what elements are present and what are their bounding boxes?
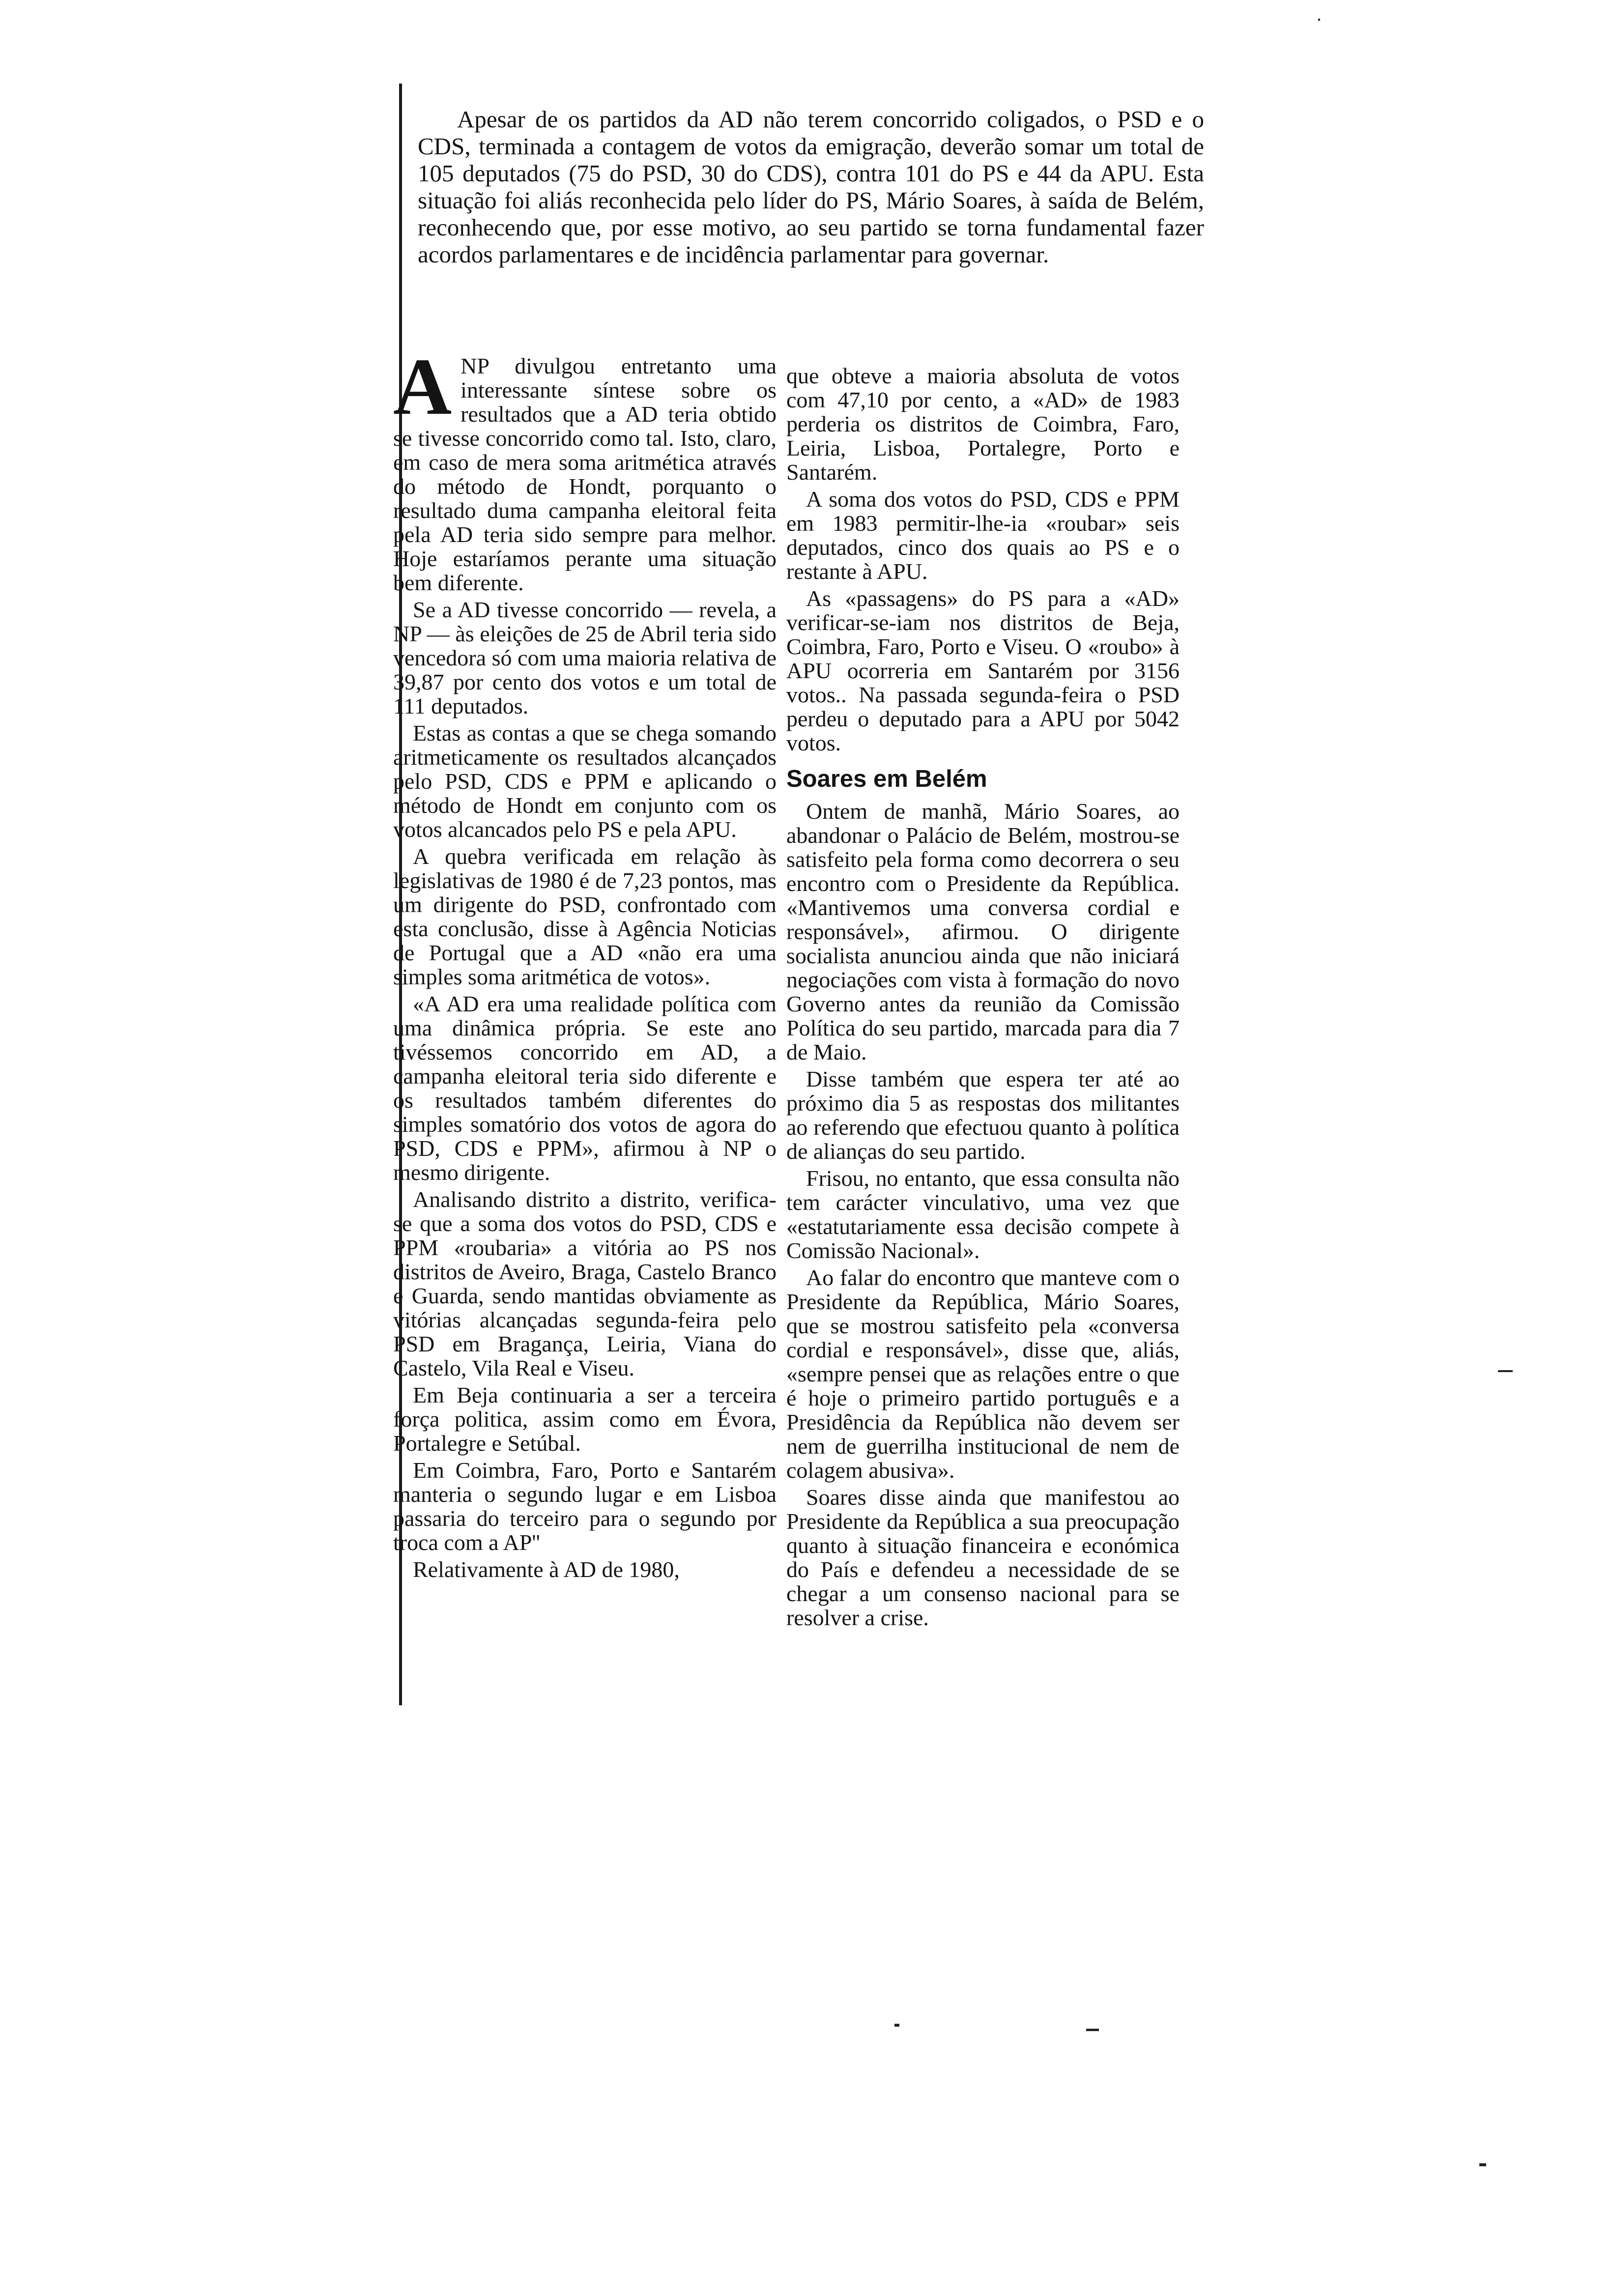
scan-speck [894, 2024, 899, 2027]
left-paragraph: Estas as contas a que se chega somando aritmeticamente os resultados alcançados pelo PSD, CDS e PPM e aplicando o método de Hondt em conjunto com os votos alcancados pelo PS e pela APU. [393, 720, 777, 842]
right-paragraph: Disse também que espera ter até ao próximo dia 5 as respostas dos militantes ao referendo que efectuou quanto à política de alianças do seu partido. [786, 1066, 1180, 1164]
lead-paragraph [418, 106, 1204, 268]
scan-speck [1086, 2029, 1099, 2031]
section-subhead: Soares em Belém [786, 766, 987, 792]
right-paragraph: que obteve a maioria absoluta de votos com 47,10 por cento, a «AD» de 1983 perderia os distritos de Coimbra, Faro, Leiria, Lisboa, Portalegre, Porto e Santarém. [786, 363, 1180, 485]
left-paragraph: A quebra verificada em relação às legislativas de 1980 é de 7,23 pontos, mas um dirigente do PSD, confrontado com esta conclusão, disse à Agência Noticias de Portugal que a AD «não era uma simples soma aritmética de votos». [393, 844, 777, 989]
right-column [786, 364, 1180, 1633]
left-paragraph: Relativamente à AD de 1980, [413, 1557, 680, 1582]
lead-text: Apesar de os partidos da AD não terem concorrido coligados, o PSD e o CDS, terminada a contagem de votos da emigração, deverão somar um total de 105 deputados (75 do PSD, 30 do CDS), contra 101 do PS e 44 da APU. Esta situação foi aliás reconhecida pelo líder do PS, Mário Soares, à saída de Belém, reconhecendo que, por esse motivo, ao seu partido se torna fundamental fazer acordos parlamentares e de incidência parlamentar para governar. [418, 106, 1204, 268]
left-paragraph: Em Coimbra, Faro, Porto e Santarém manteria o segundo lugar e em Lisboa passaria do terceiro para o segundo por troca com a AP'' [393, 1458, 777, 1555]
left-paragraph: «A AD era uma realidade política com uma dinâmica própria. Se este ano tivéssemos concorrido em AD, a campanha eleitoral teria sido diferente e os resultados também diferentes do simples somatório dos votos de agora do PSD, CDS e PPM», afirmou à NP o mesmo dirigente. [393, 991, 777, 1185]
right-paragraph: A soma dos votos do PSD, CDS e PPM em 1983 permitir-lhe-ia «roubar» seis deputados, cinco dos quais ao PS e o restante à APU. [786, 487, 1180, 584]
right-paragraph: Ontem de manhã, Mário Soares, ao abandonar o Palácio de Belém, mostrou-se satisfeito pela forma como decorrera o seu encontro com o Presidente da República. «Mantivemos uma conversa cordial e responsável», afirmou. O dirigente socialista anunciou ainda que não iniciará negociações com vista à formação do novo Governo antes da reunião da Comissão Política do seu partido, marcada para dia 7 de Maio. [786, 799, 1180, 1064]
right-paragraph: As «passagens» do PS para a «AD» verificar-se-iam nos distritos de Beja, Coimbra, Faro, Porto e Viseu. O «roubo» à APU ocorreria em Santarém por 3156 votos.. Na passada segunda-feira o PSD perdeu o deputado para a APU por 5042 votos. [786, 586, 1180, 755]
right-paragraph: Frisou, no entanto, que essa consulta não tem carácter vinculativo, uma vez que «estatutariamente essa decisão compete à Comissão Nacional». [786, 1166, 1180, 1263]
scan-speck [1318, 19, 1320, 21]
left-paragraph: Se a AD tivesse concorrido — revela, a NP — às eleições de 25 de Abril teria sido vencedora só com uma maioria relativa de 39,87 por cento dos votos e um total de 111 deputados. [393, 597, 777, 718]
left-paragraph: Em Beja continuaria a ser a terceira força politica, assim como em Évora, Portalegre e Setúbal. [393, 1382, 777, 1456]
left-column [393, 342, 777, 1584]
left-paragraph: Analisando distrito a distrito, verifica-se que a soma dos votos do PSD, CDS e PPM «roubaria» a vitória ao PS nos distritos de Aveiro, Braga, Castelo Branco e Guarda, sendo mantidas obviamente as vitórias alcançadas segunda-feira pelo PSD em Bragança, Leiria, Viana do Castelo, Vila Real e Viseu. [393, 1187, 777, 1380]
drop-cap: A [393, 342, 452, 431]
first-paragraph [393, 342, 777, 595]
first-paragraph-text: NP divulgou entretanto uma interessante síntese sobre os resultados que a AD teria obtido se tivesse concorrido como tal. Isto, claro, em caso de mera soma aritmética através do método de Hondt, porquanto o resultado duma campanha eleitoral feita pela AD teria sido sempre para melhor. Hoje estaríamos perante uma situação bem diferente. [393, 353, 777, 595]
right-paragraph: Soares disse ainda que manifestou ao Presidente da República a sua preocupação quanto à situação financeira e económica do País e defendeu a necessidade de se chegar a um consenso nacional para se resolver a crise. [786, 1485, 1180, 1630]
scan-speck [1479, 2163, 1486, 2166]
scan-speck [1498, 1370, 1513, 1372]
right-paragraph: Ao falar do encontro que manteve com o Presidente da República, Mário Soares, que se mostrou satisfeito pela «conversa cordial e responsável», disse que, aliás, «sempre pensei que as relações entre o que é hoje o primeiro partido português e a Presidência da República não devem ser nem de guerrilha institucional de nem de colagem abusiva». [786, 1265, 1180, 1483]
